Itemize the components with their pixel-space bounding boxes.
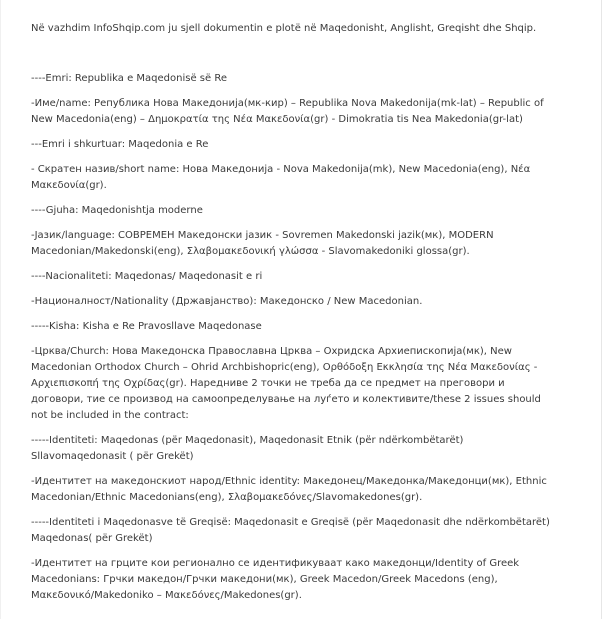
paragraph-ime-name: -Име/name: Република Нова Македонија(мк-кир) – Republika Nova Makedonija(mk-lat) – Republic of New Macedonia(eng) – Δημοκρατία της Νέα Μακεδονία(gr) - Dimokratia tis Nea Makedonia(gr-lat)	[31, 98, 544, 125]
paragraph-gjuha: ----Gjuha: Maqedonishtja moderne	[31, 205, 203, 216]
paragraph-nationality: -Националност/Nationality (Државјанство): Македонско / New Macedonian.	[31, 296, 423, 307]
paragraph-church: -Црква/Church: Нова Македонска Православна Црква – Охридска Архиепископија(мк), New Macedonian Orthodox Church – Ohrid Archbishopric(eng), Ορθόδοξη Εκκλησία της Νέα Μακεδονίας - Αρχιεπισκοπή της Οχρίδας(gr). Наредниве 2 точки не треба да се предмет на преговори и договори, тие се производ на самоопределување на луѓето и колективите/these 2 issues should not be included in the contract:	[31, 346, 541, 421]
paragraph-short-name: - Скратен назив/short name: Нова Македонија - Nova Makedonija(mk), New Macedonia(eng), Νέα Μακεδονία(gr).	[31, 164, 531, 191]
paragraph-nacionaliteti: ----Nacionaliteti: Maqedonas/ Maqedonasit e ri	[31, 271, 263, 282]
paragraph-list	[31, 71, 553, 604]
paragraph-kisha: -----Kisha: Kisha e Re Pravosllave Maqedonase	[31, 321, 262, 332]
paragraph-identiteti: -----Identiteti: Maqedonas (për Maqedonasit), Maqedonasit Etnik (për ndërkombëtarët) Sllavomaqedonasit ( për Grekët)	[31, 435, 464, 462]
paragraph-ethnic-identity: -Идентитет на македонскиот народ/Ethnic identity: Македонец/Македонка/Македонци(мк), Ethnic Macedonian/Ethnic Macedonians(eng), Σλαβομακεδόνες/Slavomakedones(gr).	[31, 476, 547, 503]
paragraph-identiteti-greqise: -----Identiteti i Maqedonasve të Greqisë: Maqedonasit e Greqisë (për Maqedonasit dhe ndërkombëtarët) Maqedonas( për Grekët)	[31, 517, 550, 544]
paragraph-greek-macedonians: -Идентитет на грците кои регионално се идентификуваат како македонци/Identity of Greek Macedonians: Грчки македон/Грчки македони(мк), Greek Macedon/Greek Macedons (eng), Μακεδονικό/Makedoniko – Μακεδόνες/Makedones(gr).	[31, 558, 520, 601]
intro-paragraph: Në vazhdim InfoShqip.com ju sjell dokumentin e plotë në Maqedonisht, Anglisht, Greqisht dhe Shqip.	[31, 23, 537, 34]
paragraph-language: -Јазик/language: СОВРЕМЕН Македонски јазик - Sovremen Makedonski jazik(мк), MODERN Macedonian/Makedonski(eng), Σλαβομακεδονική γλώσσα - Slavomakedoniki glossa(gr).	[31, 230, 494, 257]
paragraph-emri: ----Emri: Republika e Maqedonisë së Re	[31, 73, 227, 84]
paragraph-emri-shkurtuar: ---Emri i shkurtuar: Maqedonia e Re	[31, 139, 209, 150]
